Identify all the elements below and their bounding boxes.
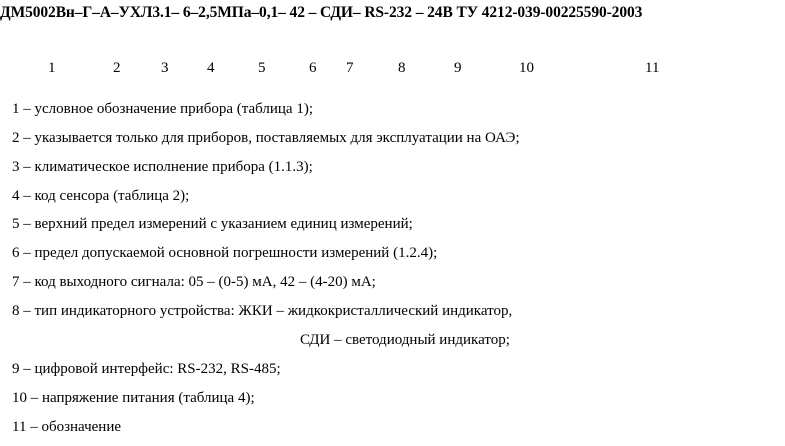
legend-item-3: 3 – климатическое исполнение прибора (1.1.3); <box>12 159 313 175</box>
position-number-2: 2 <box>113 60 121 76</box>
position-number-10: 10 <box>519 60 534 76</box>
legend-item-8: 8 – тип индикаторного устройства: ЖКИ – жидкокристаллический индикатор, <box>12 303 513 319</box>
position-number-6: 6 <box>309 60 317 76</box>
legend-item-10: 10 – напряжение питания (таблица 4); <box>12 390 255 406</box>
position-number-4: 4 <box>207 60 215 76</box>
position-number-3: 3 <box>161 60 169 76</box>
position-number-1: 1 <box>48 60 56 76</box>
legend-item-8-continuation: СДИ – светодиодный индикатор; <box>300 332 510 348</box>
legend-item-7: 7 – код выходного сигнала: 05 – (0-5) мА, 42 – (4-20) мА; <box>12 274 376 290</box>
legend-item-2: 2 – указывается только для приборов, поставляемых для эксплуатации на ОАЭ; <box>12 130 520 146</box>
device-designation-code: ДМ5002Вн–Г–А–УХЛ3.1– 6–2,5МПа–0,1– 42 – СДИ– RS-232 – 24В ТУ 4212-039-00225590-2003 <box>0 4 643 21</box>
legend-item-6: 6 – предел допускаемой основной погрешности измерений (1.2.4); <box>12 245 438 261</box>
position-number-8: 8 <box>398 60 406 76</box>
legend-item-9: 9 – цифровой интерфейс: RS-232, RS-485; <box>12 361 281 377</box>
position-number-5: 5 <box>258 60 266 76</box>
legend-item-4: 4 – код сенсора (таблица 2); <box>12 188 190 204</box>
position-number-7: 7 <box>346 60 354 76</box>
position-number-11: 11 <box>645 60 660 76</box>
legend-item-5: 5 – верхний предел измерений с указанием единиц измерений; <box>12 216 413 232</box>
legend-item-1: 1 – условное обозначение прибора (таблица 1); <box>12 101 314 117</box>
position-number-9: 9 <box>454 60 462 76</box>
legend-item-11: 11 – обозначение <box>12 419 121 435</box>
